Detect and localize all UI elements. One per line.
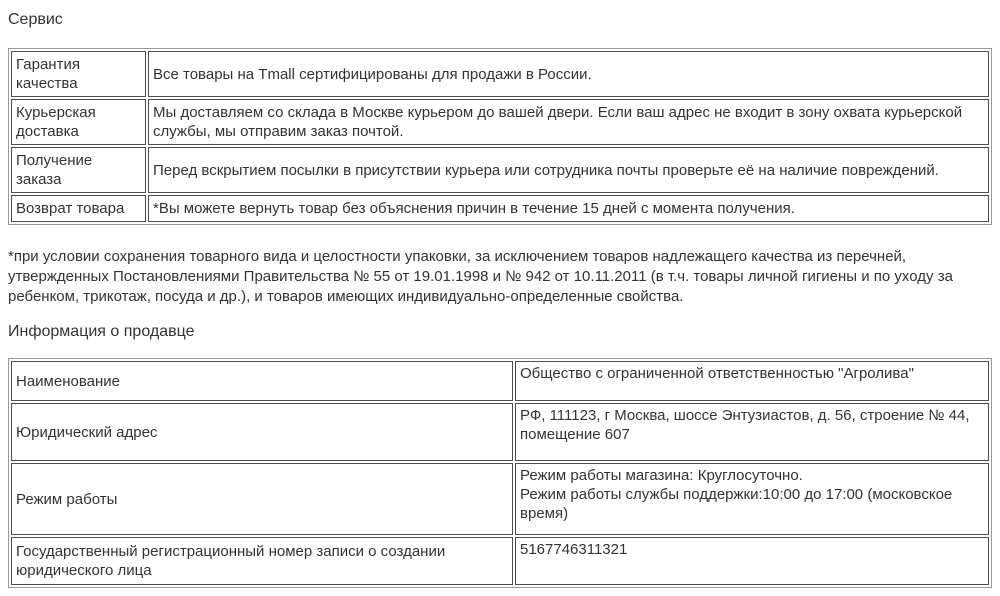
service-label-cell: Возврат товара bbox=[11, 195, 146, 222]
service-label-cell: Получение заказа bbox=[11, 147, 146, 193]
service-value-cell: Перед вскрытием посылки в присутствии курьера или сотрудника почты проверьте её на наличие повреждений. bbox=[148, 147, 989, 193]
seller-value-line: Режим работы магазина: Круглосуточно. bbox=[520, 467, 803, 484]
seller-value-cell bbox=[515, 463, 989, 535]
service-label-cell: Гарантия качества bbox=[11, 51, 146, 97]
seller-value-line: 5167746311321 bbox=[520, 541, 628, 558]
service-heading: Сервис bbox=[8, 11, 63, 28]
table-row bbox=[11, 99, 989, 145]
seller-value-cell bbox=[515, 361, 989, 401]
return-policy-footnote: *при условии сохранения товарного вида и целостности упаковки, за исключением товаров надлежащего качества из перечней, утвержденных Постановлениями Правительства № 55 от 19.01.1998 и № 942 от 10.11.2011 (в т.ч. товары личной гигиены и по уходу за ребенком, трикотаж, посуда и др.), и товаров имеющих индивидуально-определенные свойства. bbox=[8, 248, 953, 305]
page-content bbox=[8, 10, 992, 588]
table-row bbox=[11, 147, 989, 193]
seller-table bbox=[8, 358, 992, 588]
seller-label-cell: Режим работы bbox=[11, 463, 513, 535]
service-label-cell: Курьерская доставка bbox=[11, 99, 146, 145]
table-row bbox=[11, 361, 989, 401]
table-row bbox=[11, 537, 989, 585]
service-value-cell: Мы доставляем со склада в Москве курьером до вашей двери. Если ваш адрес не входит в зону охвата курьерской службы, мы отправим заказ почтой. bbox=[148, 99, 989, 145]
seller-value-line: Общество с ограниченной ответственностью "Агролива" bbox=[520, 365, 914, 382]
seller-label-cell: Наименование bbox=[11, 361, 513, 401]
seller-value-cell bbox=[515, 403, 989, 461]
service-value-cell: *Вы можете вернуть товар без объяснения причин в течение 15 дней с момента получения. bbox=[148, 195, 989, 222]
table-row bbox=[11, 51, 989, 97]
seller-info-heading: Информация о продавце bbox=[8, 323, 195, 340]
table-row bbox=[11, 195, 989, 222]
table-row bbox=[11, 463, 989, 535]
seller-value-line: Режим работы службы поддержки:10:00 до 17:00 (московское время) bbox=[520, 486, 953, 522]
seller-label-cell: Юридический адрес bbox=[11, 403, 513, 461]
seller-value-cell bbox=[515, 537, 989, 585]
seller-value-line: РФ, 111123, г Москва, шоссе Энтузиастов, д. 56, строение № 44, помещение 607 bbox=[520, 407, 970, 443]
table-row bbox=[11, 403, 989, 461]
seller-label-cell: Государственный регистрационный номер записи о создании юридического лица bbox=[11, 537, 513, 585]
service-table bbox=[8, 48, 992, 225]
service-value-cell: Все товары на Tmall сертифицированы для продажи в России. bbox=[148, 51, 989, 97]
